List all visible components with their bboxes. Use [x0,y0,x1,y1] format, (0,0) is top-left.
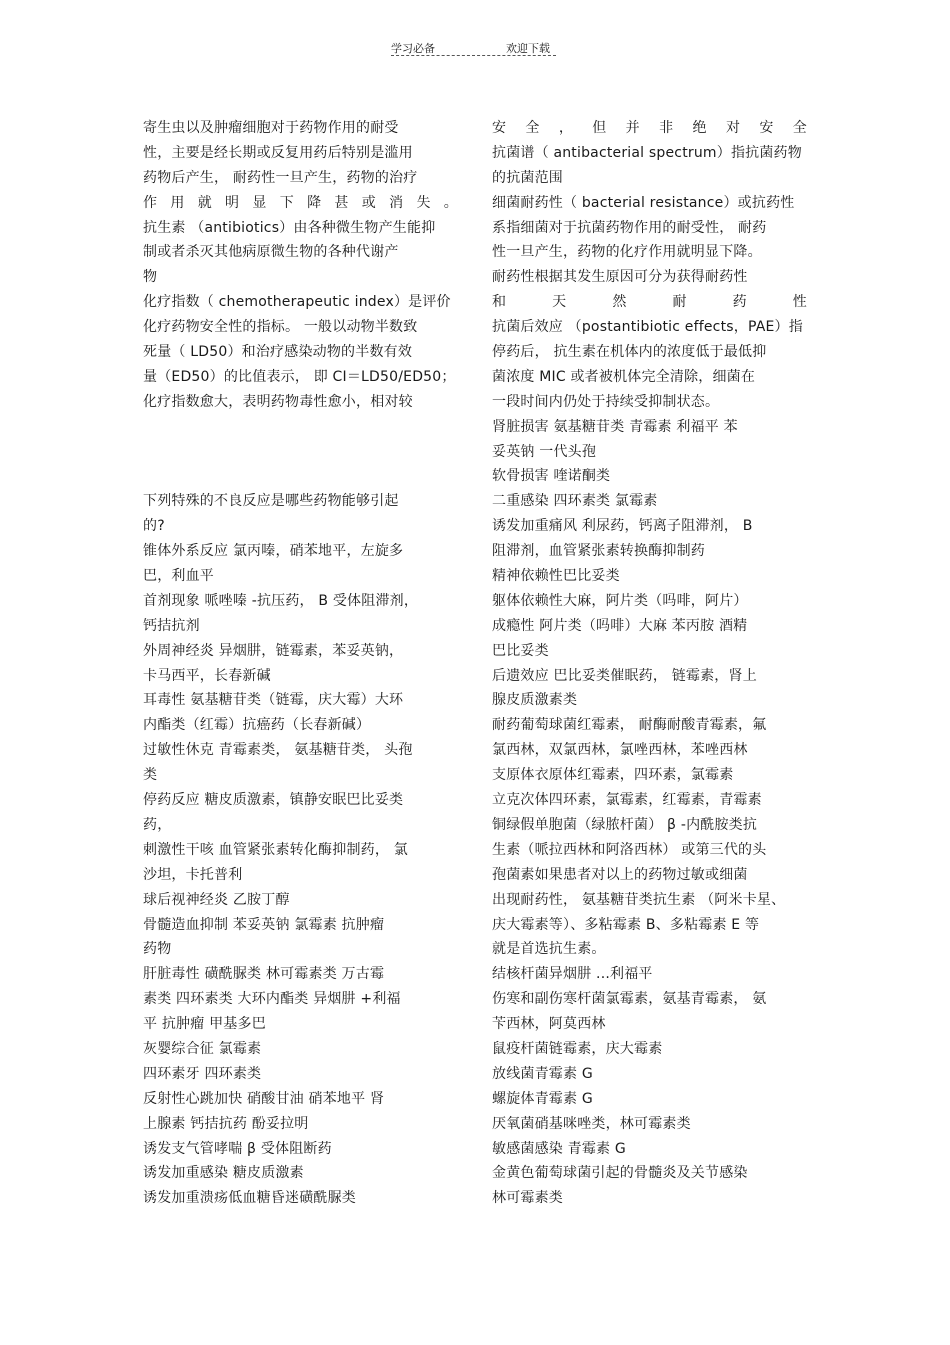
right-column-line: 抗菌谱（ antibacterial spectrum）指抗菌药物 [492,144,802,161]
left-column-line: 化疗指数愈大，表明药物毒性愈小，相对较 [143,393,413,410]
left-column-line: 类 [143,767,158,784]
page-header [0,38,950,58]
left-column-line: 反射性心跳加快 硝酸甘油 硝苯地平 肾 [143,1090,385,1107]
right-column-line: 螺旋体青霉素 G [492,1090,593,1107]
left-column-line: 沙坦，卡托普利 [143,866,243,883]
right-column-line: 支原体衣原体红霉素，四环素，氯霉素 [492,767,734,784]
right-column-line: 放线菌青霉素 G [492,1065,593,1082]
left-column-line [143,415,458,440]
right-column-line: 菌浓度 MIC 或者被机体完全清除，细菌在 [492,368,756,385]
left-column-line: 骨髓造血抑制 苯妥英钠 氯霉素 抗肿瘤 [143,916,385,933]
right-column-line: 出现耐药性， 氨基糖苷类抗生素 （阿米卡星、 [492,891,786,908]
right-column-line: 结核杆菌异烟肼 ...利福平 [492,966,653,983]
left-column-line: 锥体外系反应 氯丙嗪，硝苯地平，左旋多 [143,543,404,560]
right-column-line: 二重感染 四环素类 氯霉素 [492,493,658,510]
left-column-line: 性，主要是经长期或反复用药后特别是滥用 [143,144,413,161]
left-column-line: 钙拮抗剂 [143,617,200,634]
right-column-line: 的抗菌范围 [492,169,563,186]
right-column-line: 系指细菌对于抗菌药物作用的耐受性， 耐药 [492,219,767,236]
right-column-line: 生素（哌拉西林和阿洛西林） 或第三代的头 [492,841,767,858]
right-column-line: 成瘾性 阿片类（吗啡）大麻 苯丙胺 酒精 [492,617,748,634]
right-column [492,116,807,1211]
left-column-line: 作 用 就 明 显 下 降 甚 或 消 失 。 [143,194,458,211]
left-column-line: 制或者杀灭其他病原微生物的各种代谢产 [143,244,399,261]
right-column-line: 鼠疫杆菌链霉素，庆大霉素 [492,1040,663,1057]
header-right-text: 欢迎下载 [506,42,550,55]
left-column-line: 诱发加重溃疡低血糖昏迷磺酰脲类 [143,1190,356,1207]
right-column-line: 和 天 然 耐 药 性 [492,294,807,311]
left-column-line: 过敏性休克 青霉素类， 氨基糖苷类， 头孢 [143,742,413,759]
right-column-line: 伤寒和副伤寒杆菌氯霉素，氨基青霉素， 氨 [492,991,767,1008]
left-column-line: 素类 四环素类 大环内酯类 异烟肼 +利福 [143,991,401,1008]
left-column-line: 肝脏毒性 磺酰脲类 林可霉素类 万古霉 [143,966,385,983]
right-column-line: 停药后， 抗生素在机体内的浓度低于最低抑 [492,344,767,361]
right-column-line: 抗菌后效应 （postantibiotic effects，PAE）指 [492,319,803,336]
right-column-line: 氯西林，双氯西林，氯唑西林，苯唑西林 [492,742,748,759]
left-column-line: 平 抗肿瘤 甲基多巴 [143,1016,266,1033]
right-column-line: 妥英钠 一代头孢 [492,443,597,460]
left-column-line: 内酯类（红霉）抗癌药（长春新碱） [143,717,371,734]
right-column-line: 软骨损害 喹诺酮类 [492,468,611,485]
left-column-line: 外周神经炎 异烟肼，链霉素，苯妥英钠， [143,642,404,659]
right-column-line: 安 全 ， 但 并 非 绝 对 安 全 [492,120,807,136]
right-column-line: 立克次体四环素，氯霉素，红霉素，青霉素 [492,792,762,809]
right-column-line: 耐药性根据其发生原因可分为获得耐药性 [492,269,748,286]
right-column-line: 厌氧菌硝基咪唑类，林可霉素类 [492,1115,691,1132]
left-column-line: 物 [143,269,158,286]
left-column-line: 药， [143,816,172,833]
left-column-line [143,440,458,465]
left-column-line: 巴，利血平 [143,568,214,585]
left-column-line: 诱发支气管哮喘 β 受体阻断药 [143,1140,332,1157]
left-column-line: 抗生素 （antibiotics）由各种微生物产生能抑 [143,219,436,236]
right-column-line: 耐药葡萄球菌红霉素， 耐酶耐酸青霉素，氟 [492,717,767,734]
right-column-line: 庆大霉素等）、多粘霉素 B、多粘霉素 E 等 [492,916,760,933]
right-column-line: 苄西林，阿莫西林 [492,1016,606,1033]
right-column-line: 金黄色葡萄球菌引起的骨髓炎及关节感染 [492,1165,748,1182]
left-column-line: 药物后产生， 耐药性一旦产生，药物的治疗 [143,169,418,186]
left-column-line: 耳毒性 氨基糖苷类（链霉，庆大霉）大环 [143,692,404,709]
right-column-line: 敏感菌感染 青霉素 G [492,1140,626,1157]
right-column-line: 性一旦产生，药物的化疗作用就明显下降。 [492,244,762,261]
header-left-text: 学习必备 [391,42,435,55]
left-column-line: 首剂现象 哌唑嗪 -抗压药， B 受体阻滞剂， [143,592,419,609]
left-column-line: 四环素牙 四环素类 [143,1065,262,1082]
right-column-line: 孢菌素如果患者对以上的药物过敏或细菌 [492,866,748,883]
left-column-line: 量（ED50）的比值表示， 即 CI＝LD50/ED50； [143,368,456,385]
right-column-line: 巴比妥类 [492,642,549,659]
left-column-line: 化疗指数（ chemotherapeutic index）是评价 [143,294,451,311]
right-column-line: 细菌耐药性（ bacterial resistance）或抗药性 [492,194,795,211]
left-column-line [143,464,458,489]
left-column-line: 下列特殊的不良反应是哪些药物能够引起 [143,493,399,510]
right-column-line: 就是首选抗生素。 [492,941,606,958]
left-column-line: 上腺素 钙拮抗药 酚妥拉明 [143,1115,309,1132]
right-column-line: 后遗效应 巴比妥类催眠药， 链霉素，肾上 [492,667,757,684]
right-column-line: 精神依赖性巴比妥类 [492,568,620,585]
left-column-line: 寄生虫以及肿瘤细胞对于药物作用的耐受 [143,120,399,136]
left-column-line: 灰婴综合征 氯霉素 [143,1040,262,1057]
right-column-line: 腺皮质激素类 [492,692,578,709]
left-column-line: 卡马西平，长春新碱 [143,667,271,684]
right-column-line: 诱发加重痛风 利尿药，钙离子阻滞剂， B [492,518,753,535]
right-column-line: 肾脏损害 氨基糖苷类 青霉素 利福平 苯 [492,418,738,435]
header-rule [391,55,556,56]
right-column-line: 铜绿假单胞菌（绿脓杆菌） β -内酰胺类抗 [492,816,758,833]
left-column-line: 死量（ LD50）和治疗感染动物的半数有效 [143,344,413,361]
left-column-line: 球后视神经炎 乙胺丁醇 [143,891,290,908]
right-column-line: 林可霉素类 [492,1190,563,1207]
left-column-line: 化疗药物安全性的指标。 一般以动物半数致 [143,319,418,336]
left-column-line: 刺激性干咳 血管紧张素转化酶抑制药， 氯 [143,841,408,858]
left-column [143,116,458,1211]
right-column-line: 躯体依赖性大麻，阿片类（吗啡，阿片） [492,592,748,609]
left-column-line: 药物 [143,941,172,958]
left-column-line: 停药反应 糖皮质激素，镇静安眠巴比妥类 [143,792,404,809]
left-column-line: 的? [143,518,165,535]
left-column-line: 诱发加重感染 糖皮质激素 [143,1165,304,1182]
right-column-line: 阻滞剂，血管紧张素转换酶抑制药 [492,543,705,560]
right-column-line: 一段时间内仍处于持续受抑制状态。 [492,393,720,410]
